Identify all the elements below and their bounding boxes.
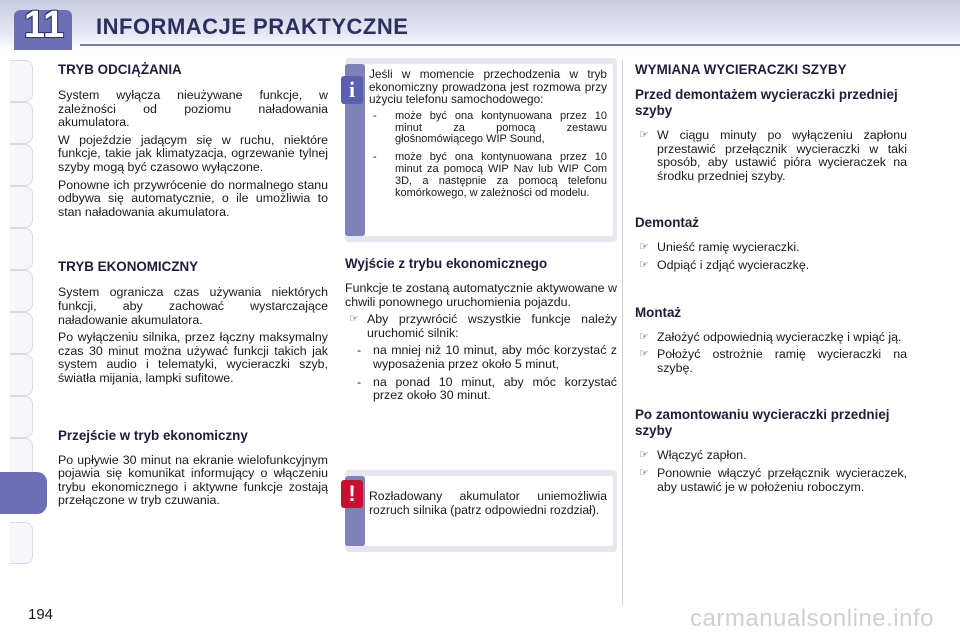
side-tab[interactable]	[10, 60, 33, 102]
side-tab[interactable]	[10, 396, 33, 438]
side-tab[interactable]	[10, 312, 33, 354]
pointing-hand-icon: ☞	[639, 258, 649, 271]
paragraph: Po upływie 30 minut na ekranie wielofunkcyjnym pojawia się komunikat informujący o włączeniu trybu ekonomicznego i aktywne funkcje zostają przełączone w tryb czuwania.	[58, 452, 328, 508]
info-list-item: - może być ona kontynuowana przez 10 minut za pomocą zestawu głośnomówiącego WIP Sound,	[373, 109, 607, 146]
pointing-hand-icon: ☞	[639, 241, 649, 254]
section-title-economy-mode: TRYB EKONOMICZNY	[58, 259, 199, 275]
bullet-item: ☞ Ponownie włączyć przełącznik wycieraczek, aby ustawić je w położeniu roboczym.	[639, 465, 907, 494]
paragraph: W pojeździe jadącym się w ruchu, niektóre funkcje, takie jak klimatyzacja, ogrzewanie tylnej szyby mogą być czasowo wyłączone.	[58, 132, 328, 174]
bullet-item: ☞ Unieść ramię wycieraczki.	[639, 240, 800, 255]
bullet-item: ☞ W ciągu minuty po wyłączeniu zapłonu przestawić przełącznik wycieraczki w taki sposób, aby ustawić pióra wycieraczek na środku przedniej szyby.	[639, 128, 907, 183]
pointing-hand-icon: ☞	[639, 330, 649, 343]
side-tab-active[interactable]	[0, 472, 47, 514]
watermark: carmanualsonline.info	[690, 605, 934, 632]
warning-icon: !	[341, 480, 363, 508]
column-middle	[345, 256, 617, 403]
bullet-item: ☞ Aby przywrócić wszystkie funkcje należy uruchomić silnik:	[349, 312, 617, 340]
paragraph: Funkcje te zostaną automatycznie aktywowane w chwili ponownego uruchomienia pojazdu.	[345, 281, 617, 309]
side-tab[interactable]	[10, 186, 33, 228]
pointing-hand-icon: ☞	[349, 313, 359, 326]
subsection-title-enter-economy: Przejście w tryb ekonomiczny	[58, 427, 248, 443]
page-title: INFORMACJE PRAKTYCZNE	[96, 14, 409, 39]
bullet-item: ☞ Założyć odpowiednią wycieraczkę i wpiąć ją.	[639, 329, 902, 344]
pointing-hand-icon: ☞	[639, 466, 649, 479]
dash-item: - na ponad 10 minut, aby móc korzystać przez około 30 minut.	[357, 374, 617, 403]
paragraph: System wyłącza nieużywane funkcje, w zależności od poziomu naładowania akumulatora.	[58, 88, 328, 130]
column-left	[58, 62, 328, 508]
column-right	[635, 62, 907, 494]
subsection-title-exit-economy: Wyjście z trybu ekonomicznego	[345, 256, 548, 271]
subsection-title-removal: Demontaż	[635, 215, 699, 231]
column-divider	[622, 60, 623, 605]
section-title-wiper-replacement: WYMIANA WYCIERACZKI SZYBY	[635, 62, 847, 77]
info-list-item: - może być ona kontynuowana przez 10 minut za pomocą WIP Nav lub WIP Com 3D, a następnie za pomocą telefonu komórkowego, w zależności od modelu.	[373, 151, 607, 199]
chapter-number: 11	[23, 4, 65, 46]
bullet-item: ☞ Odpiąć i zdjąć wycieraczkę.	[639, 257, 810, 272]
bullet-item: ☞ Włączyć zapłon.	[639, 448, 747, 463]
bullet-item: ☞ Położyć ostrożnie ramię wycieraczki na szybę.	[639, 347, 907, 375]
side-tab[interactable]	[10, 228, 33, 270]
side-tab[interactable]	[10, 270, 33, 312]
pointing-hand-icon: ☞	[639, 129, 649, 141]
paragraph: System ogranicza czas używania niektórych funkcji, aby zachować wystarczające naładowanie akumulatora.	[58, 285, 328, 327]
page-number: 194	[28, 606, 54, 623]
info-box	[345, 58, 617, 242]
paragraph: Ponowne ich przywrócenie do normalnego stanu odbywa się automatycznie, o ile umożliwia to stan naładowania akumulatora.	[58, 177, 328, 219]
side-index-tabs	[0, 60, 40, 580]
warning-text: Rozładowany akumulator uniemożliwia rozruch silnika (patrz odpowiedni rozdział).	[369, 489, 607, 517]
paragraph: Po wyłączeniu silnika, przez łączny maksymalny czas 30 minut można używać funkcji takich jak system audio i telematyki, wycieraczki szyb, światła mijania, lampki sufitowe.	[58, 330, 328, 385]
dash-item: - na mniej niż 10 minut, aby móc korzystać z wyposażenia przez około 5 minut,	[357, 343, 617, 371]
info-box-content	[369, 68, 607, 199]
warning-box	[345, 470, 617, 552]
info-icon: i	[341, 76, 363, 104]
subsection-title-installation: Montaż	[635, 304, 682, 320]
subsection-title-after-installation: Po zamontowaniu wycieraczki przedniej szyby	[635, 407, 890, 439]
pointing-hand-icon: ☞	[639, 348, 649, 361]
section-title-load-shedding: TRYB ODCIĄŻANIA	[58, 62, 182, 77]
header-divider	[80, 44, 960, 46]
pointing-hand-icon: ☞	[639, 449, 649, 462]
side-tab[interactable]	[10, 354, 33, 396]
side-tab[interactable]	[10, 102, 33, 144]
info-text: Jeśli w momencie przechodzenia w tryb ekonomiczny prowadzona jest rozmowa przy użyciu telefonu samochodowego:	[369, 67, 607, 107]
side-tab[interactable]	[10, 522, 33, 564]
side-tab[interactable]	[10, 144, 33, 186]
subsection-title-before-removal: Przed demontażem wycieraczki przedniej szyby	[635, 87, 898, 118]
